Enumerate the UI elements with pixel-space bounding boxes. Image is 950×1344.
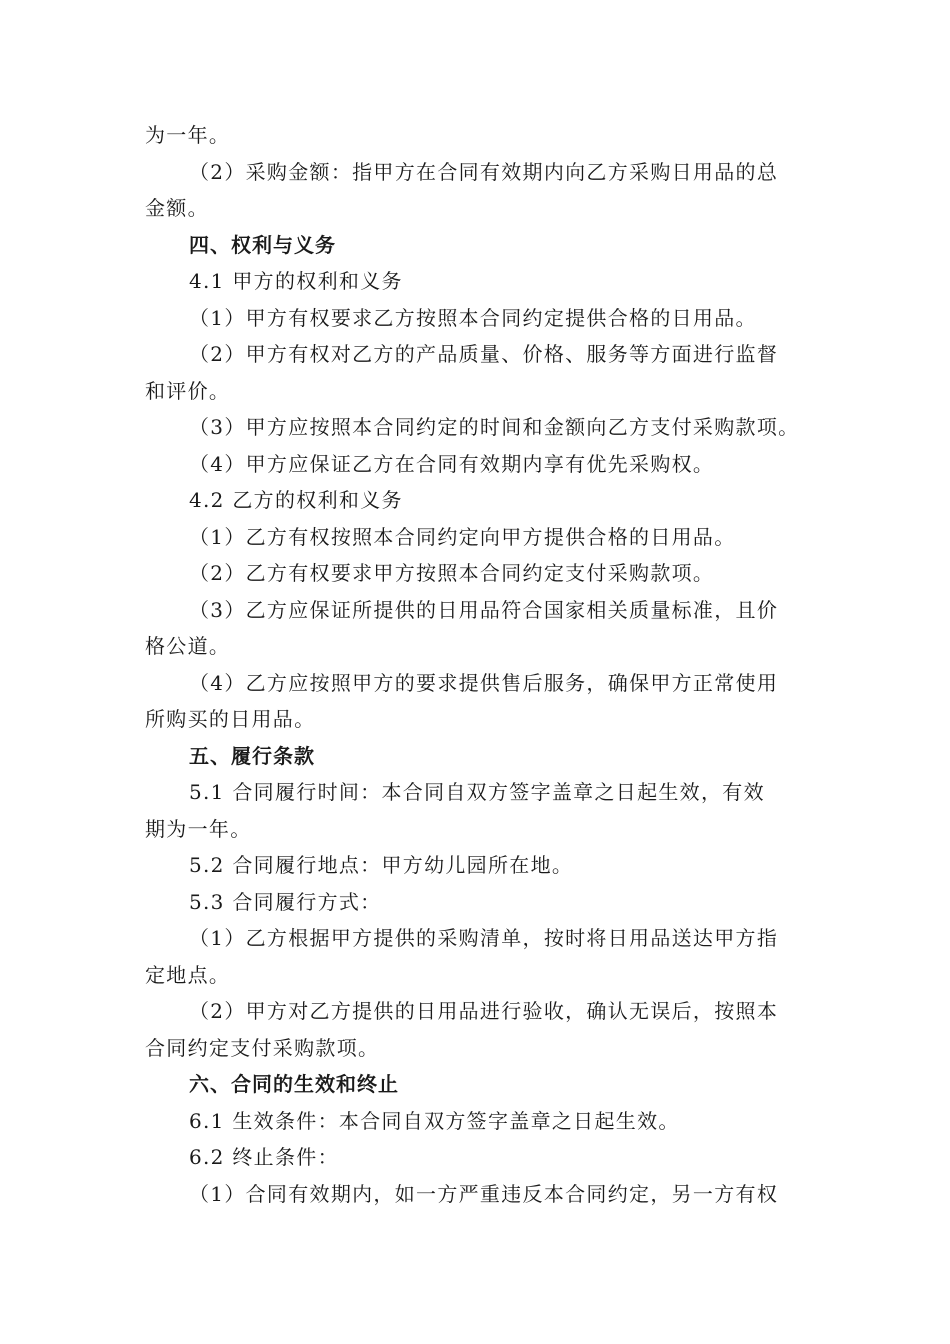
text-line: 5.3 合同履行方式： xyxy=(189,889,382,914)
text-line: 4.2 乙方的权利和义务 xyxy=(189,488,403,512)
text-line: （4）甲方应保证乙方在合同有效期内享有优先采购权。 xyxy=(189,451,715,476)
text-line: 6.1 生效条件：本合同自双方签字盖章之日起生效。 xyxy=(189,1108,680,1133)
text-line: （1）乙方有权按照本合同约定向甲方提供合格的日用品。 xyxy=(189,524,736,549)
text-line: 5.2 合同履行地点：甲方幼儿园所在地。 xyxy=(189,853,574,877)
text-line: （1）合同有效期内，如一方严重违反本合同约定，另一方有权 xyxy=(189,1181,779,1206)
text-line: （3）甲方应按照本合同约定的时间和金额向乙方支付采购款项。 xyxy=(189,415,800,439)
text-line: 4.1 甲方的权利和义务 xyxy=(189,269,403,293)
text-line: 期为一年。 xyxy=(145,816,252,841)
text-line: 和评价。 xyxy=(145,378,231,403)
document-body xyxy=(145,117,815,1212)
text-line: 定地点。 xyxy=(145,962,231,987)
text-line: 金额。 xyxy=(145,196,209,220)
text-line: 所购买的日用品。 xyxy=(145,707,316,731)
text-line: （2）乙方有权要求甲方按照本合同约定支付采购款项。 xyxy=(189,561,715,585)
text-line: （4）乙方应按照甲方的要求提供售后服务，确保甲方正常使用 xyxy=(189,670,779,695)
text-line: 格公道。 xyxy=(145,634,231,658)
section-heading: 五、履行条款 xyxy=(189,743,315,768)
text-line: （2）采购金额：指甲方在合同有效期内向乙方采购日用品的总 xyxy=(189,159,779,184)
text-line: 合同约定支付采购款项。 xyxy=(145,1035,380,1060)
text-line: （2）甲方对乙方提供的日用品进行验收，确认无误后，按照本 xyxy=(189,999,779,1023)
text-line: 为一年。 xyxy=(145,123,231,147)
text-line: （1）甲方有权要求乙方按照本合同约定提供合格的日用品。 xyxy=(189,305,757,330)
text-line: 6.2 终止条件： xyxy=(189,1145,339,1169)
text-line: （2）甲方有权对乙方的产品质量、价格、服务等方面进行监督 xyxy=(189,342,779,366)
text-line: （3）乙方应保证所提供的日用品符合国家相关质量标准，且价 xyxy=(189,597,779,622)
text-line: 5.1 合同履行时间：本合同自双方签字盖章之日起生效，有效 xyxy=(189,780,765,804)
text-line: （1）乙方根据甲方提供的采购清单，按时将日用品送达甲方指 xyxy=(189,926,779,950)
section-heading: 六、合同的生效和终止 xyxy=(189,1072,399,1096)
section-heading: 四、权利与义务 xyxy=(189,232,336,257)
